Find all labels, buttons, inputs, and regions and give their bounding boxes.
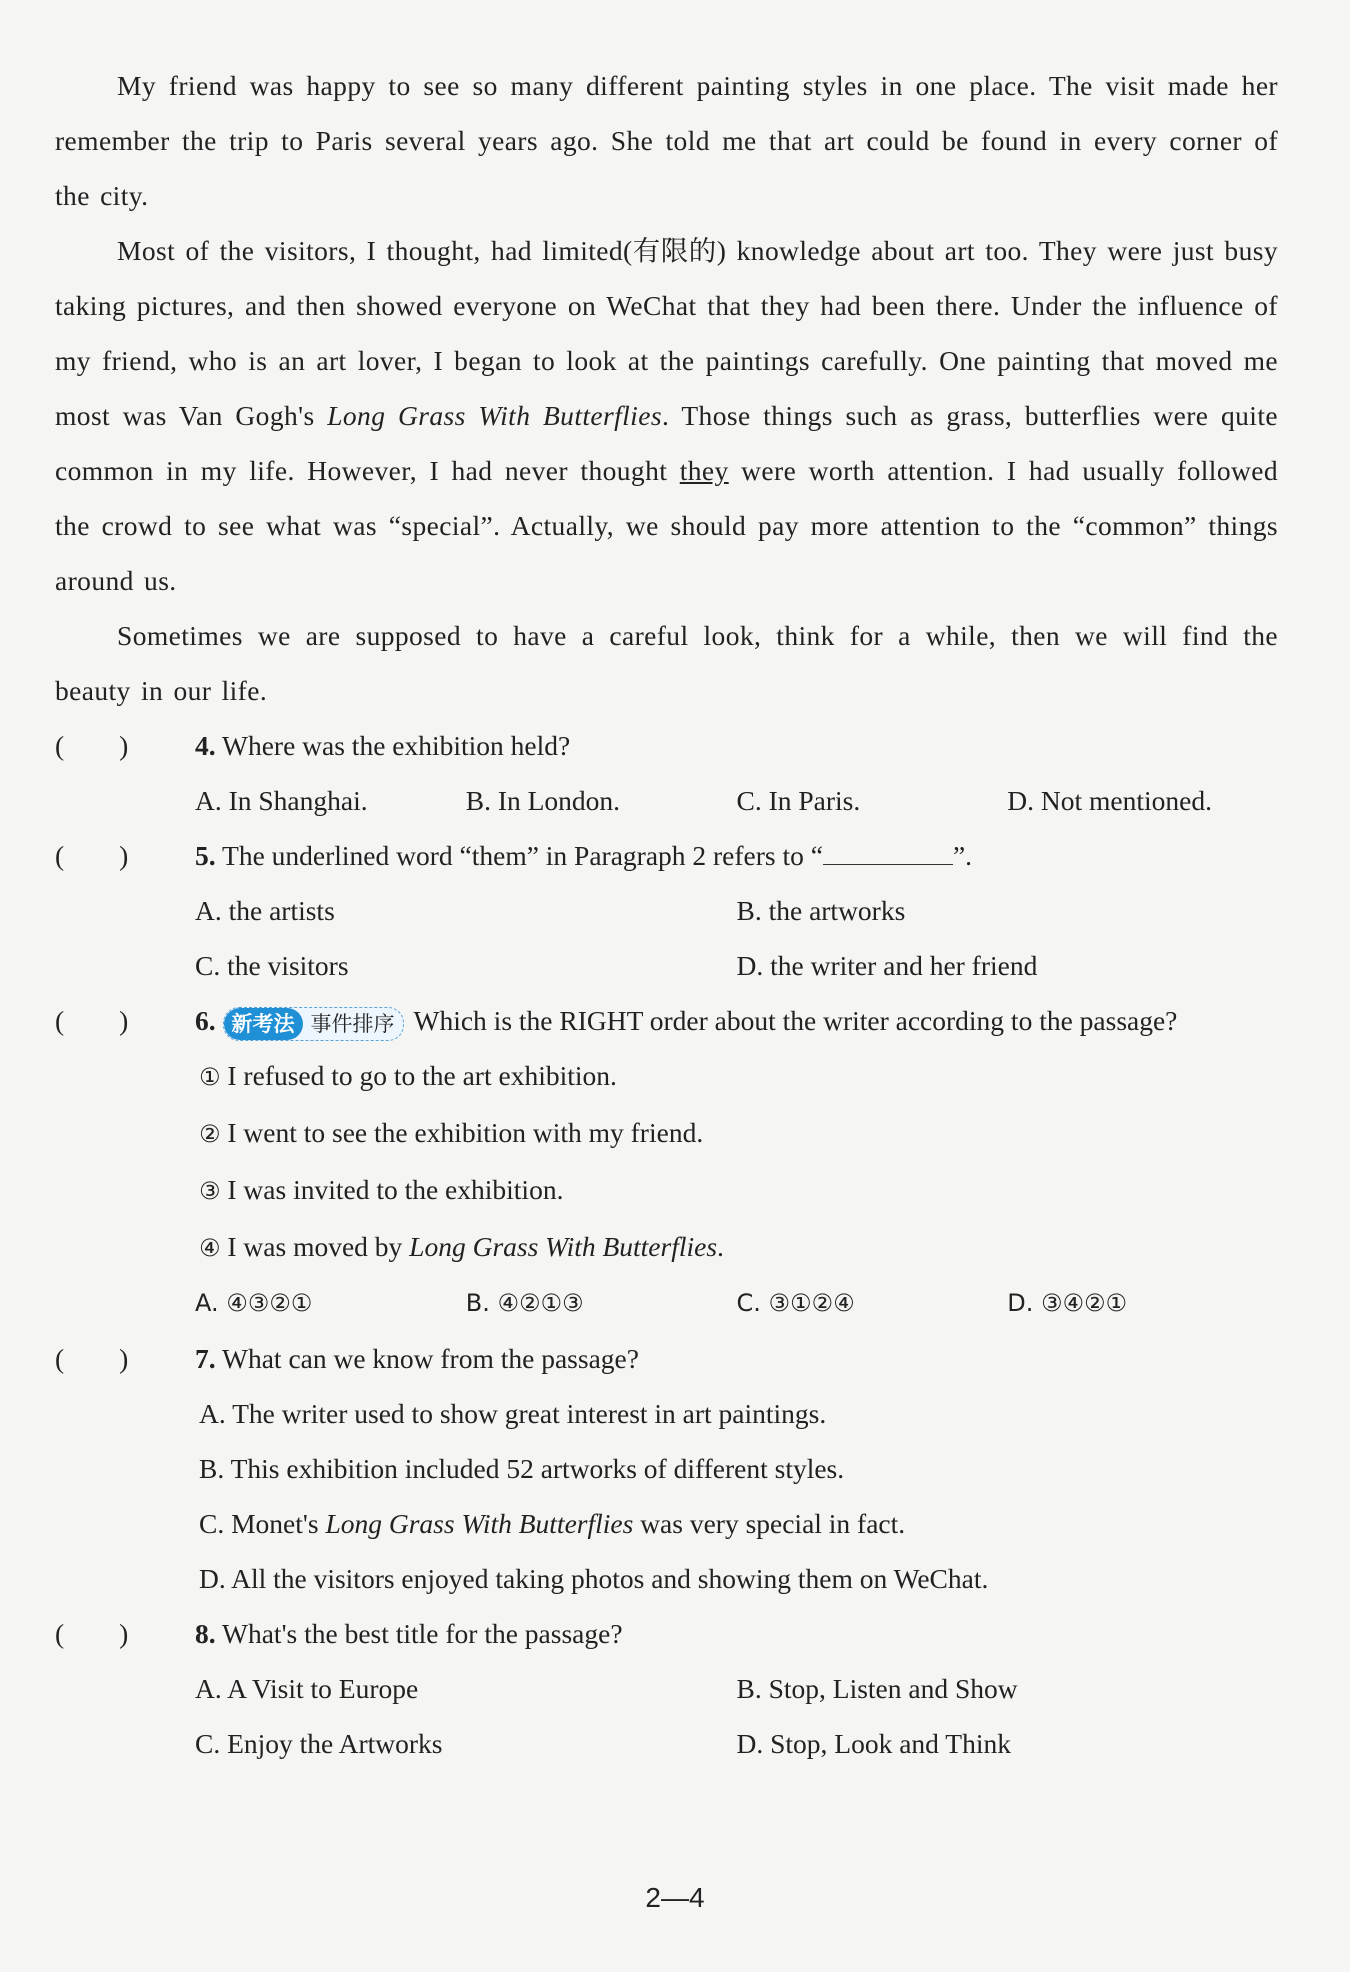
question-stem: What can we know from the passage? <box>222 1343 639 1374</box>
question-8-options-row-1 <box>55 1661 1278 1716</box>
question-stem-b: ”. <box>952 840 973 871</box>
question-number: 6. <box>195 1005 216 1036</box>
option-c[interactable]: C. In Paris. <box>736 785 861 816</box>
paragraph-1-text: My friend was happy to see so many different painting styles in one place. The visit made her remember the trip to Paris several years ago. She told me that art could be found in every corner of the city. <box>55 70 1278 211</box>
paragraph-1 <box>55 58 1278 223</box>
paragraph-2-text-b: . Those things such as grass, butterflies were quite common in my life. However, I had never thought <box>55 400 1278 486</box>
event-text: I went to see the exhibition with my friend. <box>227 1117 704 1148</box>
option-c-text-a: C. Monet's <box>199 1508 326 1539</box>
option-a[interactable]: A. A Visit to Europe <box>195 1673 419 1704</box>
question-stem: Which is the RIGHT order about the writer according to the passage? <box>413 1005 1178 1036</box>
page-number: 2—4 <box>645 1882 705 1913</box>
option-c[interactable] <box>55 1496 1278 1551</box>
question-5 <box>55 828 1278 883</box>
event-4 <box>55 1219 1278 1276</box>
answer-bracket[interactable]: ( ) <box>55 730 129 761</box>
question-stem: What's the best title for the passage? <box>222 1618 623 1649</box>
option-c[interactable]: C. the visitors <box>195 950 349 981</box>
question-stem-a: The underlined word “them” in Paragraph 2 refers to “ <box>222 840 823 871</box>
answer-bracket[interactable]: ( ) <box>55 1005 129 1036</box>
answer-bracket[interactable]: ( ) <box>55 840 129 871</box>
option-a[interactable]: A. the artists <box>195 895 335 926</box>
option-b[interactable]: B. Stop, Listen and Show <box>736 1673 1018 1704</box>
event-text-a: I was moved by <box>227 1231 410 1262</box>
option-a[interactable]: A. ④③②① <box>195 1289 313 1317</box>
question-8-options-row-2 <box>55 1716 1278 1771</box>
event-text-b: . <box>717 1231 724 1262</box>
circled-2-icon: ② <box>199 1120 221 1148</box>
new-method-tag <box>223 1007 404 1041</box>
question-number: 4. <box>195 730 216 761</box>
option-d[interactable]: D. ③④②① <box>1007 1289 1128 1317</box>
option-d[interactable]: D. Stop, Look and Think <box>736 1728 1011 1759</box>
answer-bracket[interactable]: ( ) <box>55 1618 129 1649</box>
question-number: 5. <box>195 840 216 871</box>
tag-label-new-method: 新考法 <box>224 1008 303 1040</box>
paragraph-2 <box>55 223 1278 608</box>
event-text: I was invited to the exhibition. <box>227 1174 564 1205</box>
event-1 <box>55 1048 1278 1105</box>
option-a[interactable]: A. The writer used to show great interest in art paintings. <box>199 1398 827 1429</box>
tag-label-event-order: 事件排序 <box>310 1011 395 1036</box>
question-7 <box>55 1331 1278 1386</box>
question-number: 8. <box>195 1618 216 1649</box>
option-b[interactable]: B. the artworks <box>736 895 906 926</box>
question-6 <box>55 993 1278 1048</box>
option-b[interactable]: B. In London. <box>465 785 621 816</box>
question-5-options-row-1 <box>55 883 1278 938</box>
event-3 <box>55 1162 1278 1219</box>
painting-title: Long Grass With Butterflies <box>325 1508 634 1539</box>
option-d[interactable]: D. the writer and her friend <box>736 950 1038 981</box>
option-d[interactable]: D. Not mentioned. <box>1007 785 1212 816</box>
underlined-word: they <box>679 455 729 486</box>
question-8 <box>55 1606 1278 1661</box>
question-6-options <box>55 1276 1278 1331</box>
circled-1-icon: ① <box>199 1063 221 1091</box>
paragraph-3-text: Sometimes we are supposed to have a careful look, think for a while, then we will find the beauty in our life. <box>55 620 1278 706</box>
option-a[interactable]: A. In Shanghai. <box>195 785 368 816</box>
option-c[interactable]: C. ③①②④ <box>736 1289 855 1317</box>
option-b[interactable]: B. ④②①③ <box>465 1289 584 1317</box>
circled-4-icon: ④ <box>199 1234 221 1262</box>
question-number: 7. <box>195 1343 216 1374</box>
event-text: I refused to go to the art exhibition. <box>227 1060 617 1091</box>
paragraph-2-text-a: Most of the visitors, I thought, had limited(有限的) knowledge about art too. They were just busy taking pictures, and then showed everyone on WeChat that they had been there. Under the influence of my friend, who is an art lover, I began to look at the paintings carefully. One painting that moved me most was Van Gogh's <box>55 235 1278 431</box>
paragraph-3 <box>55 608 1278 718</box>
paragraph-2-text-c: were worth attention. I had usually followed the crowd to see what was “special”. Actually, we should pay more attention to the “common” things around us. <box>55 455 1278 596</box>
painting-title: Long Grass With Butterflies <box>327 400 662 431</box>
option-c-text-b: was very special in fact. <box>633 1508 906 1539</box>
option-d[interactable]: D. All the visitors enjoyed taking photos and showing them on WeChat. <box>199 1563 989 1594</box>
question-stem: Where was the exhibition held? <box>222 730 571 761</box>
option-c[interactable]: C. Enjoy the Artworks <box>195 1728 443 1759</box>
painting-title: Long Grass With Butterflies <box>409 1231 718 1262</box>
option-b[interactable]: B. This exhibition included 52 artworks of different styles. <box>199 1453 845 1484</box>
answer-bracket[interactable]: ( ) <box>55 1343 129 1374</box>
question-5-options-row-2 <box>55 938 1278 993</box>
question-4-options <box>55 773 1278 828</box>
event-2 <box>55 1105 1278 1162</box>
circled-3-icon: ③ <box>199 1177 221 1205</box>
fill-blank[interactable] <box>823 834 953 865</box>
question-4 <box>55 718 1278 773</box>
